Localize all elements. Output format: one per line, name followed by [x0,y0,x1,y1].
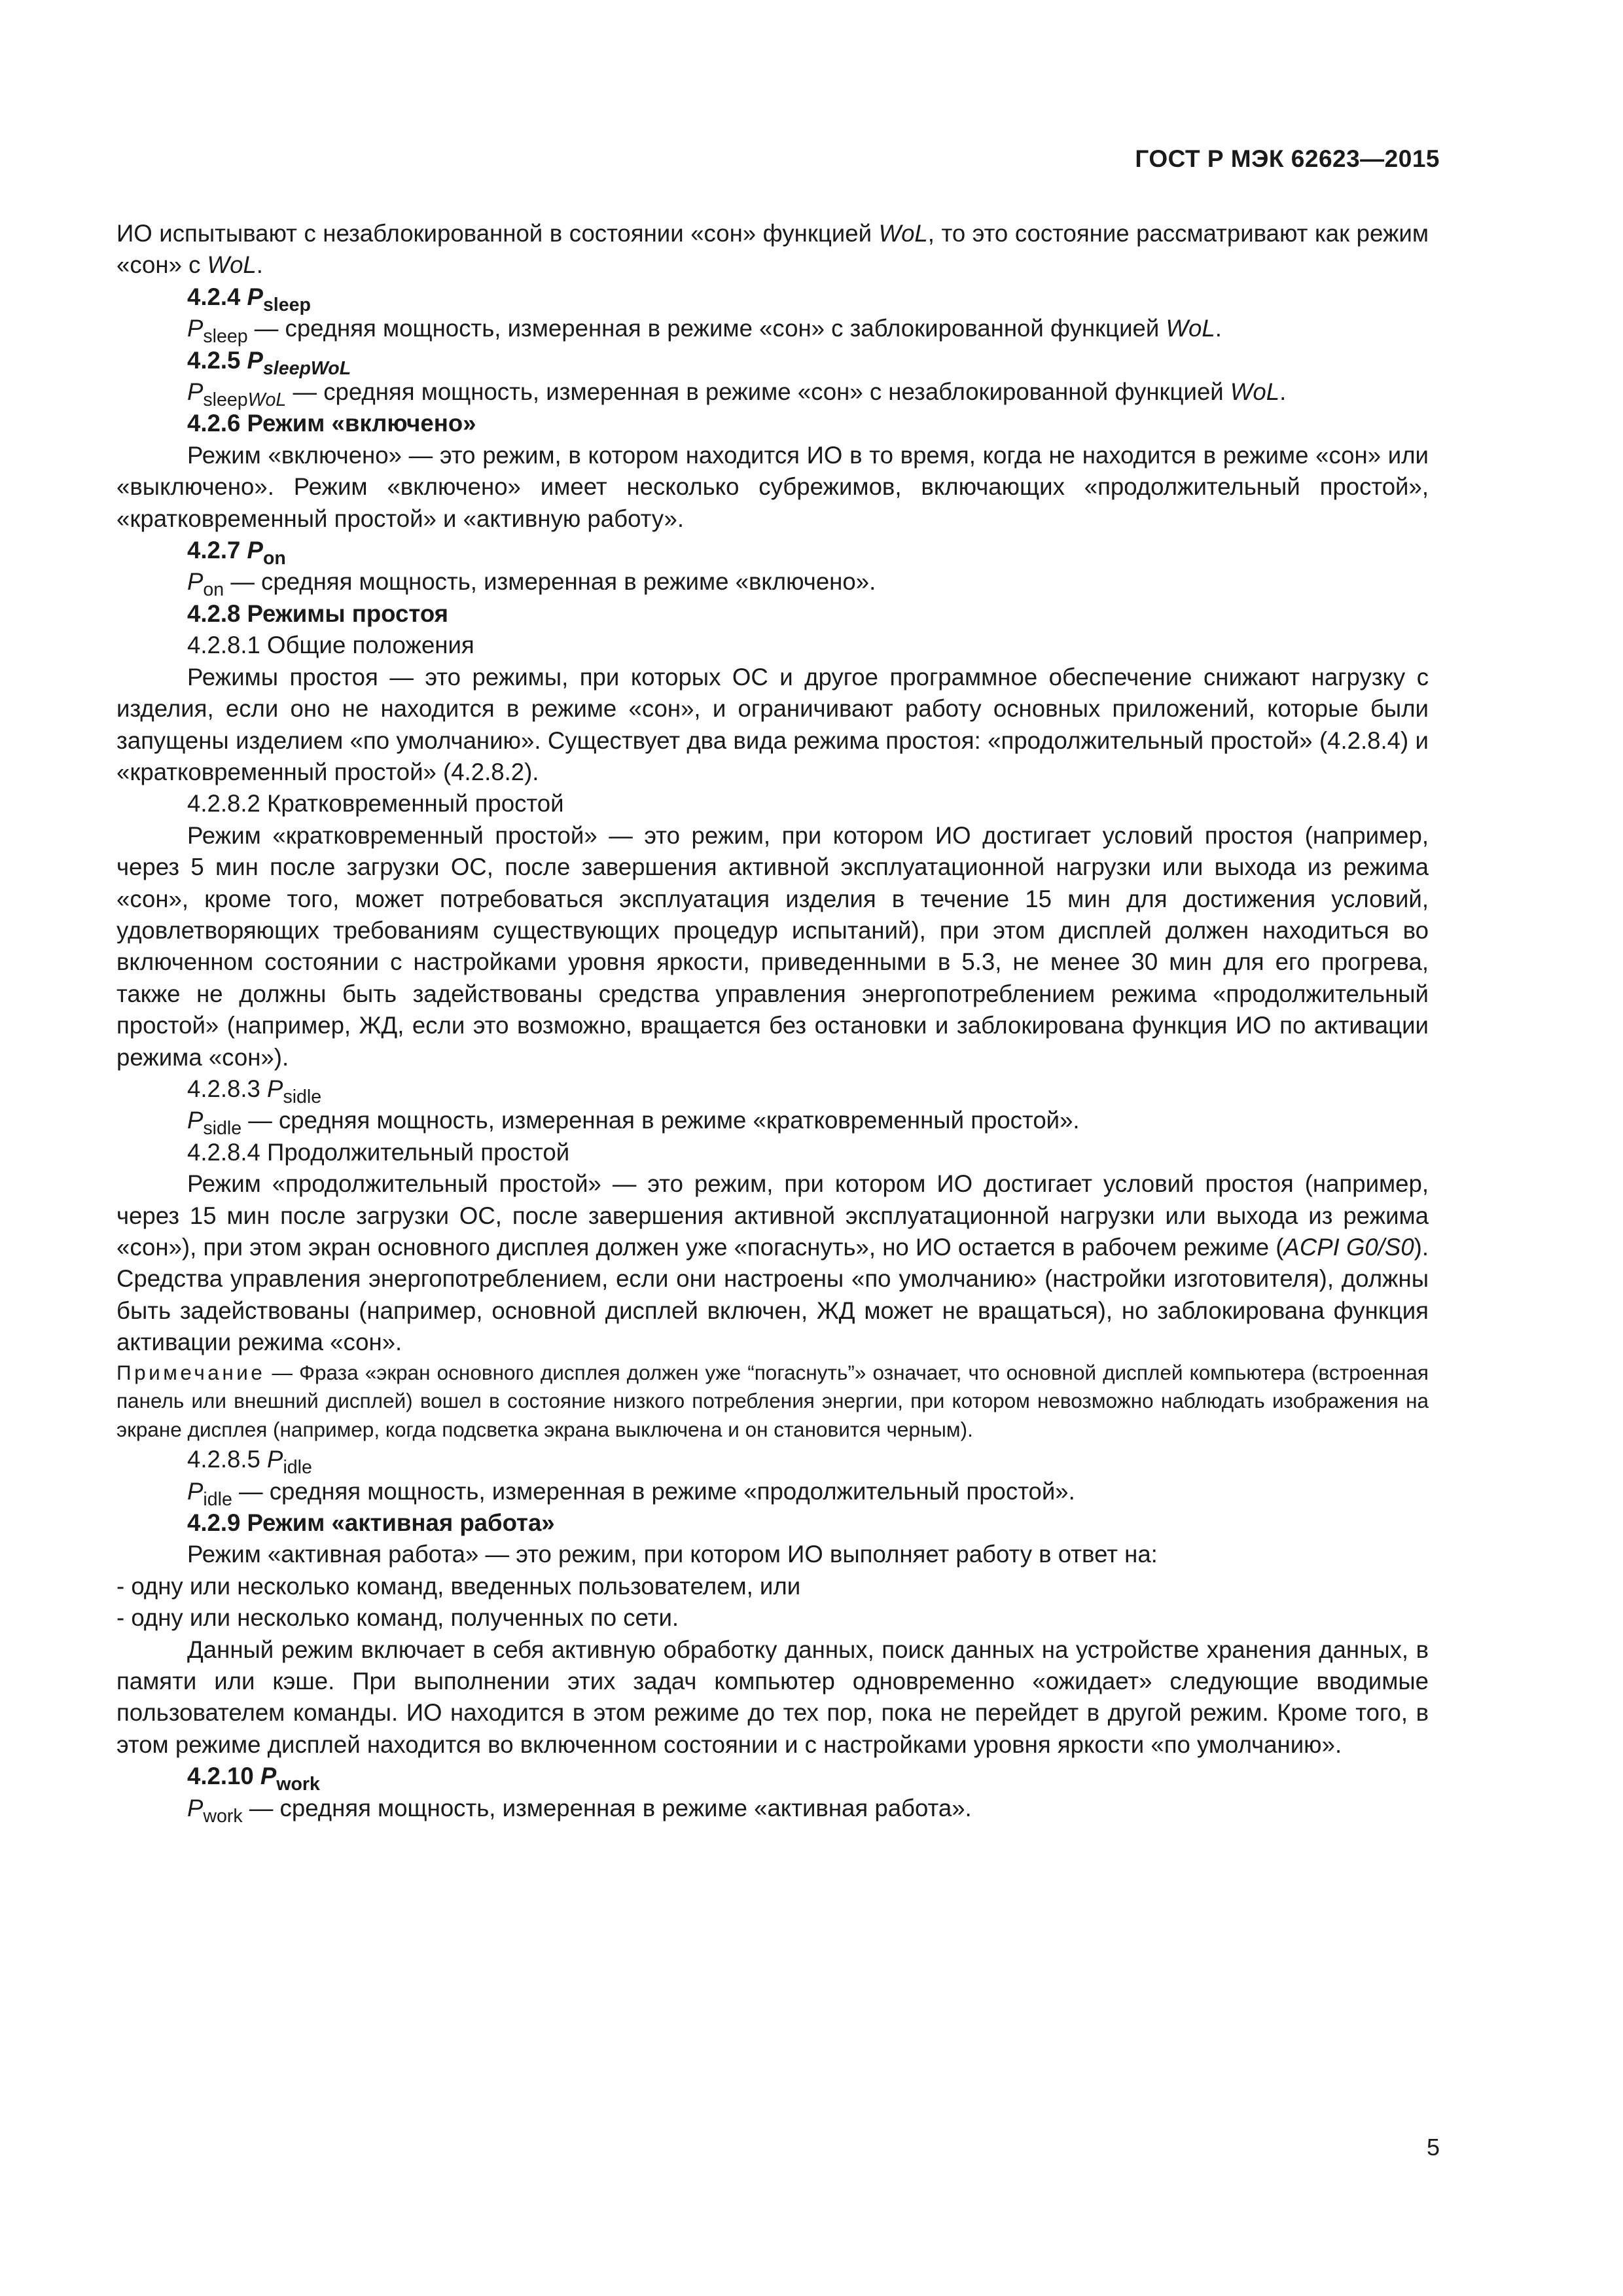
paragraph-short-idle: Режим «кратковременный простой» — это режим, при котором ИО достигает условий простоя (например, через 5 мин после загрузки ОС, после завершения активной эксплуатационной нагрузки или выхода из режима «сон», кроме того, может потребоваться эксплуатация изделия в течение 15 мин для достижения условий, удовлетворяющих требованиям существующих процедур испытаний), при этом дисплей должен находиться во включенном состоянии с настройками уровня яркости, приведенными в 5.3, не менее 30 мин для его прогрева, также не должны быть задействованы средства управления энергопотреблением режима «продолжительный простой» (например, ЖД, если это возможно, вращается без остановки и заблокирована функция ИО по активации режима «сон»). [116,821,1429,1071]
note-paragraph: Примечание — Фраза «экран основного дисплея должен уже “погаснуть”» означает, что основной дисплей компьютера (встроенная панель или внешний дисплей) вошел в состояние низкого потребления энергии, при котором невозможно наблюдать изображения на экране дисплея (например, когда подсветка экрана выключена и он становится черным). [116,1360,1429,1441]
list-item: - одну или несколько команд, полученных по сети. [116,1604,679,1632]
heading-4-2-5: 4.2.5 $P_{sleepWoL}$ [187,346,351,379]
heading-4-2-6: 4.2.6 Режим «включено» [187,410,476,437]
paragraph-active-mode: Данный режим включает в себя активную обработку данных, поиск данных на устройстве хранения данных, в памяти или кэше. При выполнении этих задач компьютер одновременно «ожидает» следующие вводимые пользователем команды. ИО находится в этом режиме до тех пор, пока не перейдет в другой режим. Кроме того, в этом режиме дисплей находится во включенном состоянии и с настройками уровня яркости «по умолчанию». [116,1636,1429,1758]
definition-p-sleep-wol: $P_{sleepWoL}$ — средняя мощность, измеренная в режиме «сон» с незаблокированной функцией WoL. [187,378,1287,411]
heading-4-2-8-3: 4.2.8.3 $P_{sidle}$ [187,1075,322,1108]
page-number: 5 [1426,2134,1440,2161]
definition-p-idle: $P_{idle}$ — средняя мощность, измеренная в режиме «продолжительный простой». [187,1477,1075,1510]
heading-4-2-8-1: 4.2.8.1 Общие положения [187,632,474,659]
definition-p-sidle: $P_{sidle}$ — средняя мощность, измеренная в режиме «кратковременный простой». [187,1107,1080,1139]
heading-4-2-7: 4.2.7 $P_{on}$ [187,537,286,569]
heading-4-2-8-2: 4.2.8.2 Кратковременный простой [187,790,564,817]
definition-p-sleep: $P_{sleep}$ — средняя мощность, измеренная в режиме «сон» с заблокированной функцией WoL. [187,315,1222,348]
heading-4-2-8: 4.2.8 Режимы простоя [187,600,449,627]
page-content [116,218,1429,1827]
intro-paragraph: ИО испытывают с незаблокированной в состоянии «сон» функцией WoL, то это состояние рассматривают как режим «сон» с WoL. [116,220,1429,279]
heading-4-2-8-4: 4.2.8.4 Продолжительный простой [187,1138,570,1166]
paragraph-on-mode: Режим «включено» — это режим, в котором находится ИО в то время, когда не находится в режиме «сон» или «выключено». Режим «включено» имеет несколько субрежимов, включающих «продолжительный простой», «кратковременный простой» и «активную работу». [116,441,1429,532]
heading-4-2-4: 4.2.4 $P_{sleep}$ [187,283,311,315]
paragraph-idle-general: Режимы простоя — это режимы, при которых ОС и другое программное обеспечение снижают нагрузку с изделия, если оно не находится в режиме «сон», и ограничивают работу основных приложений, которые были запущены изделием «по умолчанию». Существует два вида режима простоя: «продолжительный простой» (4.2.8.4) и «кратковременный простой» (4.2.8.2). [116,663,1429,785]
heading-4-2-10: 4.2.10 $P_{work}$ [187,1763,320,1795]
note-label: Примечание [116,1360,266,1384]
standard-header: ГОСТ Р МЭК 62623—2015 [1135,145,1440,172]
active-mode-list [116,1571,1429,1634]
heading-4-2-8-5: 4.2.8.5 $P_{idle}$ [187,1446,312,1479]
list-item: - одну или несколько команд, введенных пользователем, или [116,1572,801,1600]
heading-4-2-9: 4.2.9 Режим «активная работа» [187,1509,555,1536]
definition-p-on: $P_{on}$ — средняя мощность, измеренная в режиме «включено». [187,568,876,601]
paragraph-long-idle: Режим «продолжительный простой» — это режим, при котором ИО достигает условий простоя (например, через 15 мин после загрузки ОС, после завершения активной эксплуатационной нагрузки или выхода из режима «сон»), при этом экран основного дисплея должен уже «погаснуть», но ИО остается в рабочем режиме (ACPI G0/S0). Средства управления энергопотреблением, если они настроены «по умолчанию» (настройки изготовителя), должны быть задействованы (например, основной дисплей включен, ЖД может не вращаться), но заблокирована функция активации режима «сон». [116,1170,1429,1356]
paragraph-active-intro: Режим «активная работа» — это режим, при котором ИО выполняет работу в ответ на: [187,1541,1158,1568]
definition-p-work: $P_{work}$ — средняя мощность, измеренная в режиме «активная работа». [187,1794,972,1827]
